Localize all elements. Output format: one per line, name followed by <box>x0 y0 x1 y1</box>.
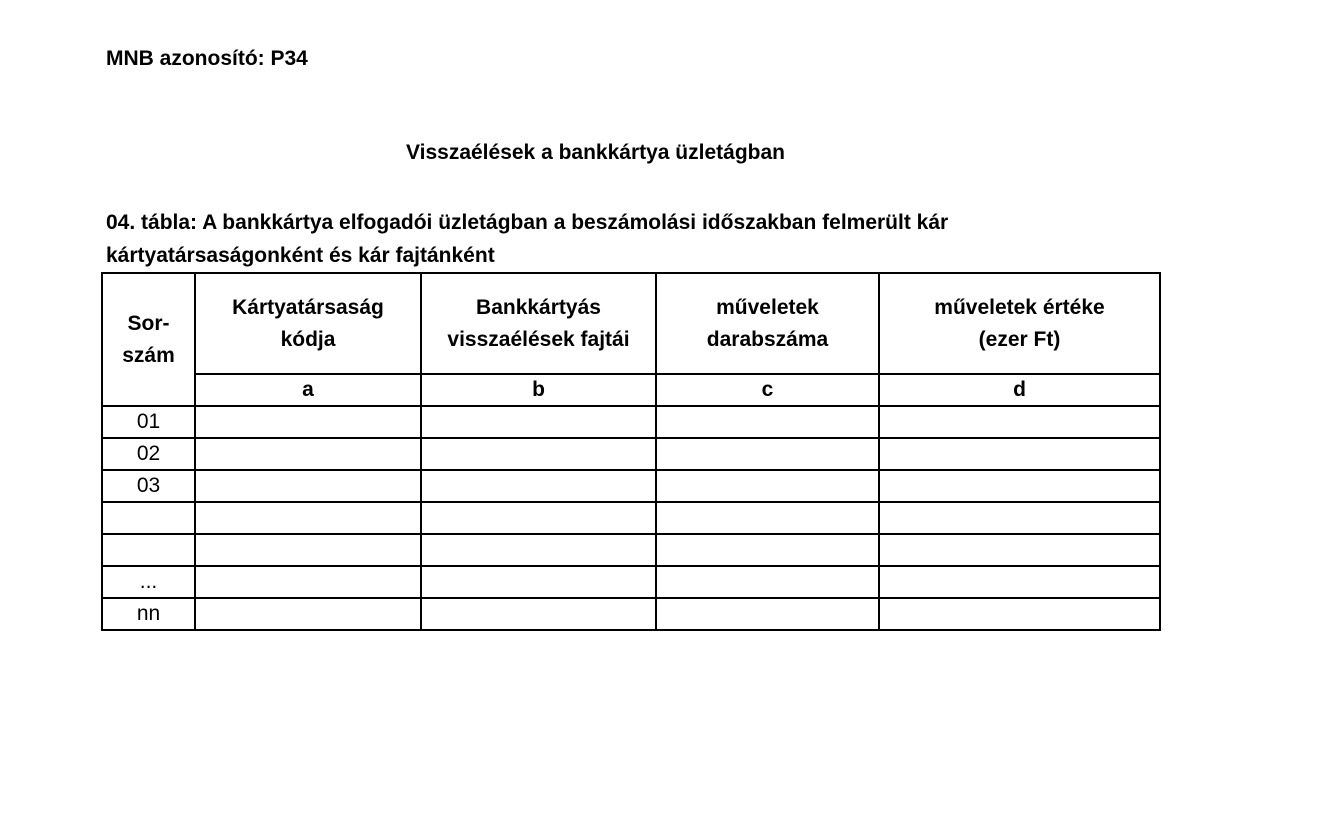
table-header-row <box>102 273 1160 374</box>
table-row <box>102 438 1160 470</box>
header-label-line: szám <box>122 343 175 367</box>
table-cell <box>195 470 421 502</box>
table-cell <box>879 406 1160 438</box>
table-cell <box>879 502 1160 534</box>
table-cell <box>195 502 421 534</box>
table-cell <box>879 438 1160 470</box>
row-number-cell: nn <box>102 598 195 630</box>
table-row <box>102 406 1160 438</box>
header-cell-fraud-types <box>421 273 656 374</box>
row-number-cell <box>102 534 195 566</box>
table-row <box>102 470 1160 502</box>
table-cell <box>656 470 879 502</box>
document-identifier: MNB azonosító: P34 <box>106 47 308 70</box>
header-label-line: Kártyatársaság <box>232 295 384 319</box>
header-label-line: Sor- <box>127 311 170 335</box>
table-caption-line-2: kártyatársaságonként és kár fajtánként <box>106 244 495 267</box>
table-caption <box>106 206 1166 272</box>
row-number-cell: 03 <box>102 470 195 502</box>
row-number-cell: 01 <box>102 406 195 438</box>
table-cell <box>656 502 879 534</box>
table-cell <box>656 406 879 438</box>
column-letter-c: c <box>656 374 879 406</box>
table-cell <box>656 598 879 630</box>
report-table <box>101 272 1161 631</box>
table-cell <box>195 566 421 598</box>
table-cell <box>421 598 656 630</box>
column-letter-b: b <box>421 374 656 406</box>
table-cell <box>195 598 421 630</box>
header-label-line: darabszáma <box>706 327 829 351</box>
row-number-cell: 02 <box>102 438 195 470</box>
table-row <box>102 598 1160 630</box>
table-cell <box>421 470 656 502</box>
table-row <box>102 534 1160 566</box>
table-cell <box>421 406 656 438</box>
header-label-line: műveletek értéke <box>934 295 1105 319</box>
table-row <box>102 502 1160 534</box>
table-cell <box>656 566 879 598</box>
table-cell <box>879 470 1160 502</box>
table-cell <box>656 438 879 470</box>
table-cell <box>421 534 656 566</box>
table-cell <box>421 502 656 534</box>
header-label-line: (ezer Ft) <box>978 327 1061 351</box>
table-cell <box>879 566 1160 598</box>
table-cell <box>195 534 421 566</box>
table-cell <box>421 438 656 470</box>
column-letter-row <box>102 374 1160 406</box>
table-caption-line-1: 04. tábla: A bankkártya elfogadói üzletágban a beszámolási időszakban felmerült kár <box>106 211 949 234</box>
table-cell <box>656 534 879 566</box>
document-title: Visszaélések a bankkártya üzletágban <box>406 141 785 164</box>
table-cell <box>195 406 421 438</box>
table-cell <box>879 534 1160 566</box>
table-cell <box>421 566 656 598</box>
header-cell-row-number <box>102 273 195 406</box>
row-number-cell <box>102 502 195 534</box>
header-label-line: visszaélések fajtái <box>447 327 630 351</box>
header-label-line: műveletek <box>716 295 819 319</box>
header-label-line: Bankkártyás <box>476 295 601 319</box>
header-label-line: kódja <box>280 327 336 351</box>
table-cell <box>879 598 1160 630</box>
row-number-cell: ... <box>102 566 195 598</box>
table-cell <box>195 438 421 470</box>
column-letter-d: d <box>879 374 1160 406</box>
column-letter-a: a <box>195 374 421 406</box>
header-cell-transaction-value <box>879 273 1160 374</box>
table-row <box>102 566 1160 598</box>
header-cell-transaction-count <box>656 273 879 374</box>
header-cell-company-code <box>195 273 421 374</box>
